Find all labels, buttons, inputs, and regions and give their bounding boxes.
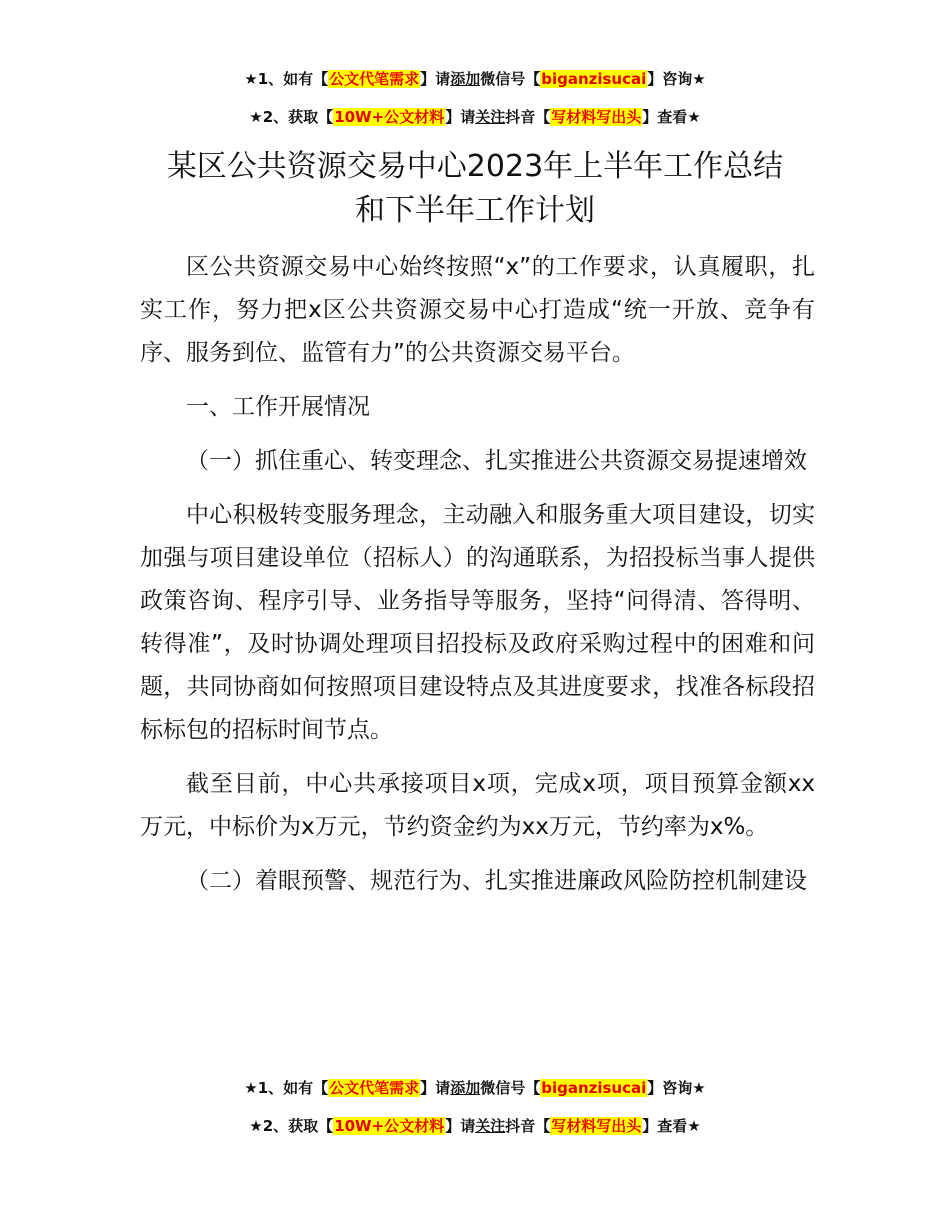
banner-text: 】咨询★ <box>647 70 706 88</box>
banner-underline-text: 关注 <box>475 1117 506 1135</box>
banner-underline-text: 添加 <box>450 70 481 88</box>
banner-text: ★2、获取【 <box>249 1117 334 1135</box>
banner-text: 】请 <box>420 70 451 88</box>
banner-text: 】请 <box>445 1117 476 1135</box>
banner-text: ★1、如有【 <box>244 70 329 88</box>
paragraph-intro: 区公共资源交易中心始终按照“x”的工作要求，认真履职，扎实工作，努力把x区公共资源交易中心打造成“统一开放、竞争有序、服务到位、监管有力”的公共资源交易平台。 <box>140 254 815 366</box>
subsection-heading-1: （一）抓住重心、转变理念、扎实推进公共资源交易提速增效 <box>186 448 807 474</box>
banner-text: 】查看★ <box>642 1117 701 1135</box>
banner-highlight: 10W+公文材料 <box>334 108 445 126</box>
banner-highlight: 10W+公文材料 <box>334 1117 445 1135</box>
paragraph-body-2: 截至目前，中心共承接项目x项，完成x项，项目预算金额xx万元，中标价为x万元，节约资金约为xx万元，节约率为x%。 <box>140 771 815 840</box>
banner-text: ★2、获取【 <box>249 108 334 126</box>
banner-text: 抖音【 <box>505 108 551 126</box>
banner-highlight: biganzisucai <box>541 70 647 88</box>
promo-banner-top-line1 <box>0 68 950 90</box>
banner-highlight: 写材料写出头 <box>551 1117 642 1135</box>
banner-text: 】请 <box>445 108 476 126</box>
banner-highlight: biganzisucai <box>541 1079 647 1097</box>
banner-text: 微信号【 <box>480 1079 541 1097</box>
promo-banner-bottom-line2 <box>0 1115 950 1137</box>
subsection-heading-2: （二）着眼预警、规范行为、扎实推进廉政风险防控机制建设 <box>186 868 807 894</box>
banner-underline-text: 关注 <box>475 108 506 126</box>
banner-highlight: 公文代笔需求 <box>329 1079 420 1097</box>
paragraph-body-1: 中心积极转变服务理念，主动融入和服务重大项目建设，切实加强与项目建设单位（招标人）的沟通联系，为招投标当事人提供政策咨询、程序引导、业务指导等服务，坚持“问得清、答得明、转得准”，及时协调处理项目招投标及政府采购过程中的困难和问题，共同协商如何按照项目建设特点及其进度要求，找准各标段招标标包的招标时间节点。 <box>140 502 815 743</box>
banner-underline-text: 添加 <box>450 1079 481 1097</box>
banner-text: 】请 <box>420 1079 451 1097</box>
banner-text: ★1、如有【 <box>244 1079 329 1097</box>
document-title-line2: 和下半年工作计划 <box>355 193 595 228</box>
banner-text: 抖音【 <box>505 1117 551 1135</box>
banner-text: 微信号【 <box>480 70 541 88</box>
promo-banner-top-line2 <box>0 106 950 128</box>
banner-text: 】咨询★ <box>647 1079 706 1097</box>
banner-highlight: 写材料写出头 <box>551 108 642 126</box>
promo-banner-bottom-line1 <box>0 1077 950 1099</box>
document-title-line1: 某区公共资源交易中心2023年上半年工作总结 <box>166 149 784 184</box>
document-body <box>140 246 815 903</box>
banner-text: 】查看★ <box>642 108 701 126</box>
banner-highlight: 公文代笔需求 <box>329 70 420 88</box>
section-heading-1: 一、工作开展情况 <box>186 394 370 420</box>
